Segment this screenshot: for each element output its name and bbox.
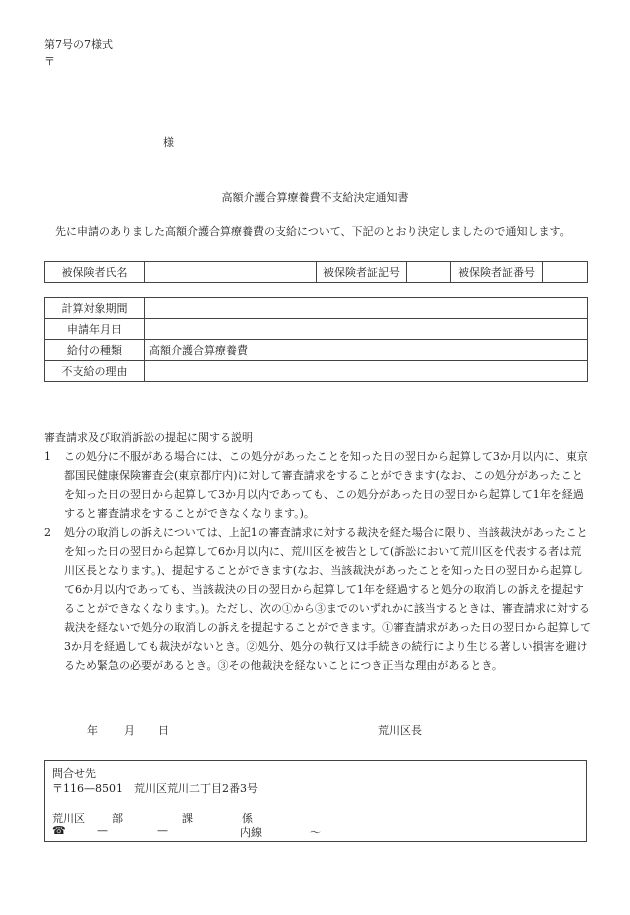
period-label: 計算対象期間: [45, 298, 145, 319]
notes-heading: 審査請求及び取消訴訟の提起に関する説明: [44, 431, 253, 444]
notes-list: [44, 447, 592, 675]
reason-value: [145, 361, 588, 382]
reason-label: 不支給の理由: [45, 361, 145, 382]
table-row: [45, 319, 588, 340]
addressee-suffix: 様: [163, 136, 174, 149]
date-day: 日: [158, 724, 169, 737]
application-date-label: 申請年月日: [45, 319, 145, 340]
insured-symbol-value: [407, 262, 451, 283]
benefit-type-value: 高額介護合算療養費: [145, 340, 588, 361]
insured-name-label: 被保険者氏名: [45, 262, 145, 283]
contact-address: 〒116—8501 荒川区荒川二丁目2番3号: [52, 782, 258, 795]
insured-symbol-label: 被保険者証記号: [317, 262, 407, 283]
list-item: [44, 447, 592, 523]
date-month: 月: [124, 724, 135, 737]
phone-dash: —: [97, 824, 108, 837]
table-row: [45, 340, 588, 361]
document-title: 高額介護合算療養費不支給決定通知書: [221, 191, 409, 204]
insured-name-value: [145, 262, 317, 283]
phone-icon: ☎: [52, 824, 66, 837]
note-number: 1: [44, 450, 51, 463]
application-date-value: [145, 319, 588, 340]
contact-heading: 問合せ先: [52, 767, 96, 780]
insured-number-label: 被保険者証番号: [451, 262, 543, 283]
contact-box: [44, 760, 587, 842]
benefit-type-label: 給付の種類: [45, 340, 145, 361]
intro-text: 先に申請のありました高額介護合算療養費の支給について、下記のとおり決定しましたので通知します。: [55, 225, 571, 238]
phone-dash: —: [157, 824, 168, 837]
table-row: [45, 298, 588, 319]
note-number: 2: [44, 526, 51, 539]
postal-mark: 〒: [44, 55, 55, 68]
date-year: 年: [87, 724, 98, 737]
contact-ward: 荒川区: [52, 812, 85, 825]
contact-subsection: 係: [242, 812, 253, 825]
note-text: この処分に不服がある場合には、この処分があったことを知った日の翌日から起算して3か月以内に、東京都国民健康保険審査会(東京都庁内)に対して審査請求をすることができます(なお、この処分があったことを知った日の翌日から起算して3か月以内であっても、この処分があった日の翌日から起算して1年を経過すると審査請求をすることができなくなります。)。: [64, 450, 588, 520]
insured-info-table: [44, 261, 588, 283]
extension-tilde: 〜: [310, 826, 321, 839]
contact-dept: 部: [112, 812, 123, 825]
insured-number-value: [543, 262, 588, 283]
note-text: 処分の取消しの訴えについては、上記1の審査請求に対する裁決を経た場合に限り、当該裁決があったことを知った日の翌日から起算して6か月以内に、荒川区を被告として(訴訟において荒川区を代表する者は荒川区長となります。)、提起することができます(なお、当該裁決があったことを知った日の翌日から起算して6か月以内であっても、当該裁決の日の翌日から起算して1年を経過すると処分の取消しの訴えを提起することができなくなります。)。ただし、次の①から③までのいずれかに該当するときは、審査請求に対する裁決を経ないで処分の取消しの訴えを提起することができます。①審査請求があった日の翌日から起算して3か月を経過しても裁決がないとき。②処分、処分の執行又は手続きの続行により生じる著しい損害を避けるため緊急の必要があるとき。③その他裁決を経ないことにつき正当な理由があるとき。: [64, 526, 592, 672]
list-item: [44, 523, 592, 675]
contact-section: 課: [182, 812, 193, 825]
extension-label: 内線: [240, 826, 262, 839]
form-number: 第7号の7様式: [44, 38, 113, 51]
period-value: [145, 298, 588, 319]
issuer-name: 荒川区長: [378, 724, 422, 737]
table-row: [45, 361, 588, 382]
detail-table: [44, 297, 588, 382]
